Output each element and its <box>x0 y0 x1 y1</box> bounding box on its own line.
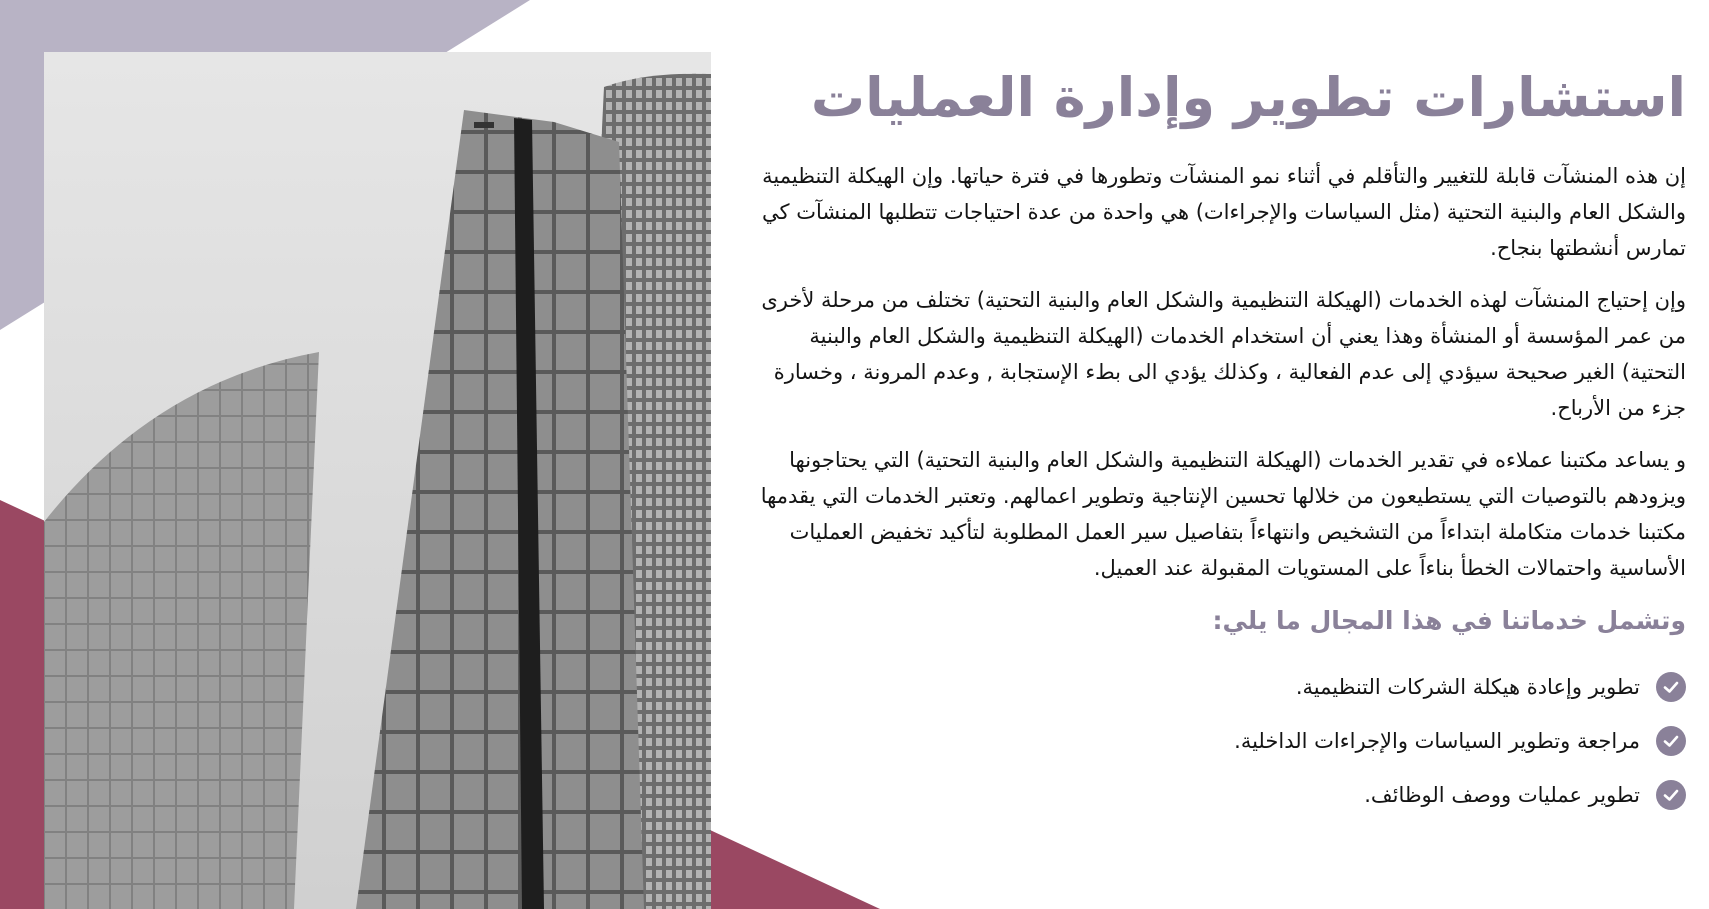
service-item <box>750 670 1686 704</box>
skyscrapers-photo <box>44 52 711 909</box>
support-paragraph: و يساعد مكتبنا عملاءه في تقدير الخدمات (الهيكلة التنظيمية والشكل العام والبنية التحتية) التي يحتاجونها ويزودهم بالتوصيات التي يستطيعون من خلالها تحسين الإنتاجية وتطوير اعمالهم. وتعتبر الخدمات التي يقدمها مكتبنا خدمات متكاملة ابتداءاً من التشخيص وانتهاءاً بتفاصيل سير العمل المطلوبة لتأكيد تخفيض العمليات الأساسية واحتمالات الخطأ بناءاً على المستويات المقبولة عند العميل. <box>760 448 1686 580</box>
check-circle-icon <box>1656 726 1686 756</box>
page-title: استشارات تطوير وإدارة العمليات <box>810 66 1686 129</box>
check-circle-icon <box>1656 672 1686 702</box>
intro-paragraph: إن هذه المنشآت قابلة للتغيير والتأقلم في أثناء نمو المنشآت وتطورها في فترة حياتها. وإن الهيكلة التنظيمية والشكل العام والبنية التحتية (مثل السياسات والإجراءات) هي واحدة من عدة احتياجات تتطلبها المنشآت كي تمارس أنشطتها بنجاح. <box>762 164 1686 260</box>
check-circle-icon <box>1656 780 1686 810</box>
main-content <box>750 58 1686 832</box>
service-item <box>750 724 1686 758</box>
service-label: مراجعة وتطوير السياسات والإجراءات الداخلية. <box>1234 729 1640 753</box>
service-item <box>750 778 1686 812</box>
service-label: تطوير عمليات ووصف الوظائف. <box>1364 783 1640 807</box>
services-heading: وتشمل خدماتنا في هذا المجال ما يلي: <box>1212 606 1686 635</box>
service-label: تطوير وإعادة هيكلة الشركات التنظيمية. <box>1295 675 1640 699</box>
services-list <box>750 670 1686 812</box>
needs-paragraph: وإن إحتياج المنشآت لهذه الخدمات (الهيكلة التنظيمية والشكل العام والبنية التحتية) تختلف من مرحلة لأخرى من عمر المؤسسة أو المنشأة وهذا يعني أن استخدام الخدمات (الهيكلة التنظيمية والشكل العام والبنية التحتية) الغير صحيحة سيؤدي إلى عدم الفعالية ، وكذلك يؤدي الى بطء الإستجابة , وعدم المرونة ، وخسارة جزء من الأرباح. <box>761 288 1686 420</box>
